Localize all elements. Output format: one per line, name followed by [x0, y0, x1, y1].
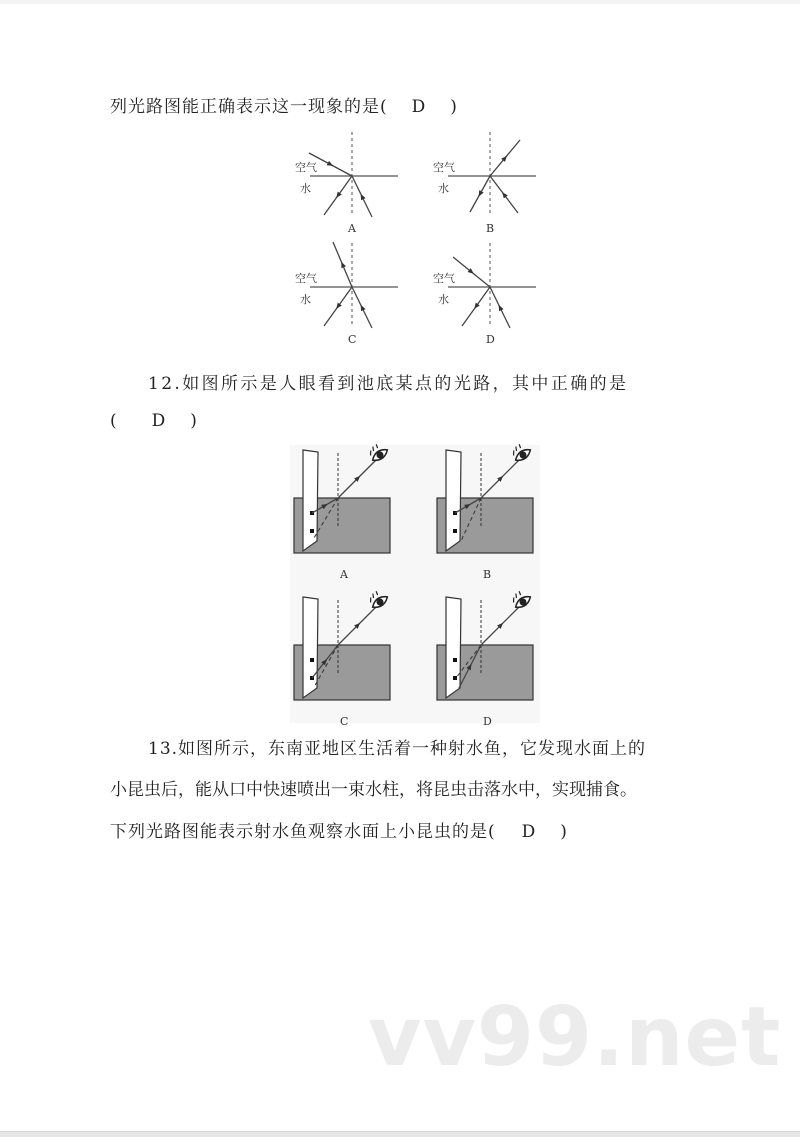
- point-upper: [453, 658, 457, 662]
- water-label: 水: [300, 182, 311, 195]
- option-label: C: [348, 333, 357, 346]
- q13-close-paren: ): [560, 822, 568, 842]
- ruler: [446, 597, 461, 698]
- q13-line2: 小昆虫后，能从口中快速喷出一束水柱，将昆虫击落水中，实现捕食。: [110, 780, 637, 800]
- water-label: 水: [300, 293, 311, 306]
- q13-line1: 13.如图所示，东南亚地区生活着一种射水鱼，它发现水面上的: [148, 739, 647, 759]
- point-upper: [310, 658, 314, 662]
- q13-answer: D: [521, 822, 537, 842]
- q12-open-paren: (: [110, 411, 118, 431]
- air-label: 空气: [433, 161, 455, 174]
- option-label: A: [340, 568, 348, 581]
- point-lower: [453, 676, 457, 680]
- point-lower: [453, 529, 457, 533]
- option-label: A: [348, 222, 356, 235]
- air-label: 空气: [295, 161, 317, 174]
- watermark: vv99.net: [368, 990, 782, 1085]
- option-label: D: [486, 333, 495, 346]
- q12-close-paren: ): [190, 411, 198, 431]
- option-label: C: [340, 715, 349, 728]
- water-label: 水: [438, 293, 449, 306]
- option-label: D: [483, 715, 492, 728]
- water-label: 水: [438, 182, 449, 195]
- q11-close-paren: ): [450, 97, 458, 117]
- bottom-edge: [0, 1131, 800, 1137]
- ruler: [446, 450, 461, 551]
- air-label: 空气: [295, 272, 317, 285]
- q12-stem: 12.如图所示是人眼看到池底某点的光路，其中正确的是: [148, 374, 629, 394]
- q11-stem-text: 列光路图能正确表示这一现象的是(: [110, 97, 388, 117]
- q11-answer: D: [411, 97, 427, 117]
- point-lower: [310, 529, 314, 533]
- q12-answer: D: [151, 411, 167, 431]
- air-label: 空气: [433, 272, 455, 285]
- ruler: [303, 597, 318, 698]
- q13-line3-text: 下列光路图能表示射水鱼观察水面上小昆虫的是(: [110, 822, 496, 842]
- option-label: B: [486, 222, 495, 235]
- q13-line3: [110, 817, 568, 842]
- option-label: B: [483, 568, 492, 581]
